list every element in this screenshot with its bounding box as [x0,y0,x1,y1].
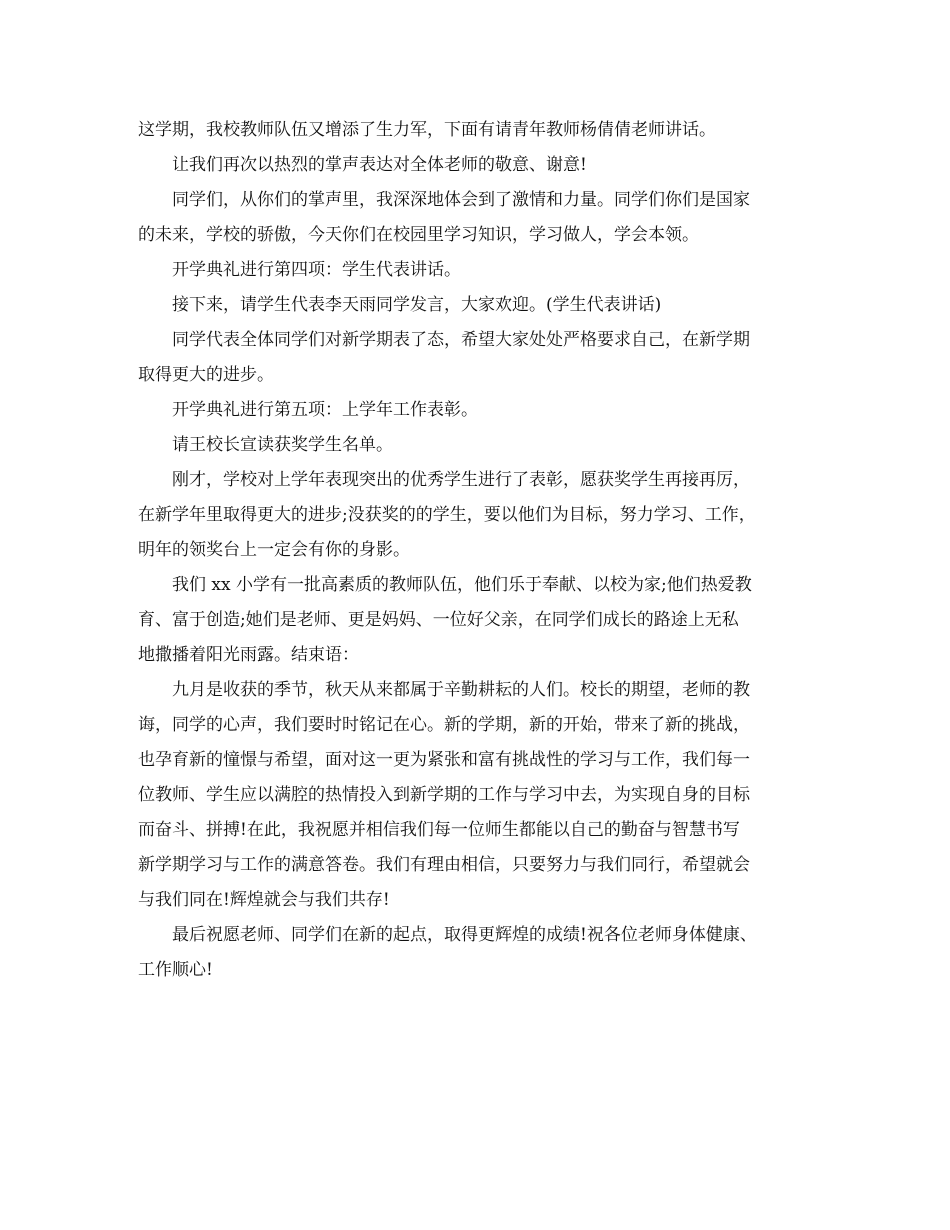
text-line: 同学们，从你们的掌声里，我深深地体会到了激情和力量。同学们你们是国家 [172,190,750,210]
text-line: 也孕育新的憧憬与希望，面对这一更为紧张和富有挑战性的学习与工作，我们每一 [138,750,750,770]
text-line: 最后祝愿老师、同学们在新的起点，取得更辉煌的成绩!祝各位老师身体健康、 [172,925,757,945]
text-line: 明年的领奖台上一定会有你的身影。 [138,540,410,560]
text-line: 开学典礼进行第五项：上学年工作表彰。 [172,400,478,420]
text-line: 请王校长宣读获奖学生名单。 [172,435,393,455]
text-line: 刚才，学校对上学年表现突出的优秀学生进行了表彰，愿获奖学生再接再厉， [172,470,750,490]
text-line: 位教师、学生应以满腔的热情投入到新学期的工作与学习中去，为实现自身的目标 [138,785,750,805]
text-line: 开学典礼进行第四项：学生代表讲话。 [172,260,461,280]
text-line: 接下来，请学生代表李天雨同学发言，大家欢迎。(学生代表讲话) [172,295,662,315]
text-line: 而奋斗、拼搏!在此，我祝愿并相信我们每一位师生都能以自己的勤奋与智慧书写 [138,820,740,840]
text-line: 工作顺心! [138,960,213,980]
text-line: 我们 xx 小学有一批高素质的教师队伍，他们乐于奉献、以校为家;他们热爱教 [172,575,752,595]
text-line: 地撒播着阳光雨露。结束语： [138,645,359,665]
text-line: 让我们再次以热烈的掌声表达对全体老师的敬意、谢意! [172,155,587,175]
document-body [138,113,838,988]
text-line: 的未来，学校的骄傲，今天你们在校园里学习知识，学习做人，学会本领。 [138,225,699,245]
text-line: 新学期学习与工作的满意答卷。我们有理由相信，只要努力与我们同行，希望就会 [138,855,750,875]
text-line: 与我们同在!辉煌就会与我们共存! [138,890,390,910]
text-line: 在新学年里取得更大的进步;没获奖的的学生，要以他们为目标，努力学习、工作， [138,505,756,525]
text-line: 育、富于创造;她们是老师、更是妈妈、一位好父亲，在同学们成长的路途上无私 [138,610,739,630]
text-line: 诲，同学的心声，我们要时时铭记在心。新的学期，新的开始，带来了新的挑战， [138,715,750,735]
text-line: 这学期，我校教师队伍又增添了生力军，下面有请青年教师杨倩倩老师讲话。 [138,120,716,140]
text-line: 同学代表全体同学们对新学期表了态，希望大家处处严格要求自己，在新学期 [172,330,750,350]
text-line: 九月是收获的季节，秋天从来都属于辛勤耕耘的人们。校长的期望，老师的教 [172,680,750,700]
text-line: 取得更大的进步。 [138,365,274,385]
